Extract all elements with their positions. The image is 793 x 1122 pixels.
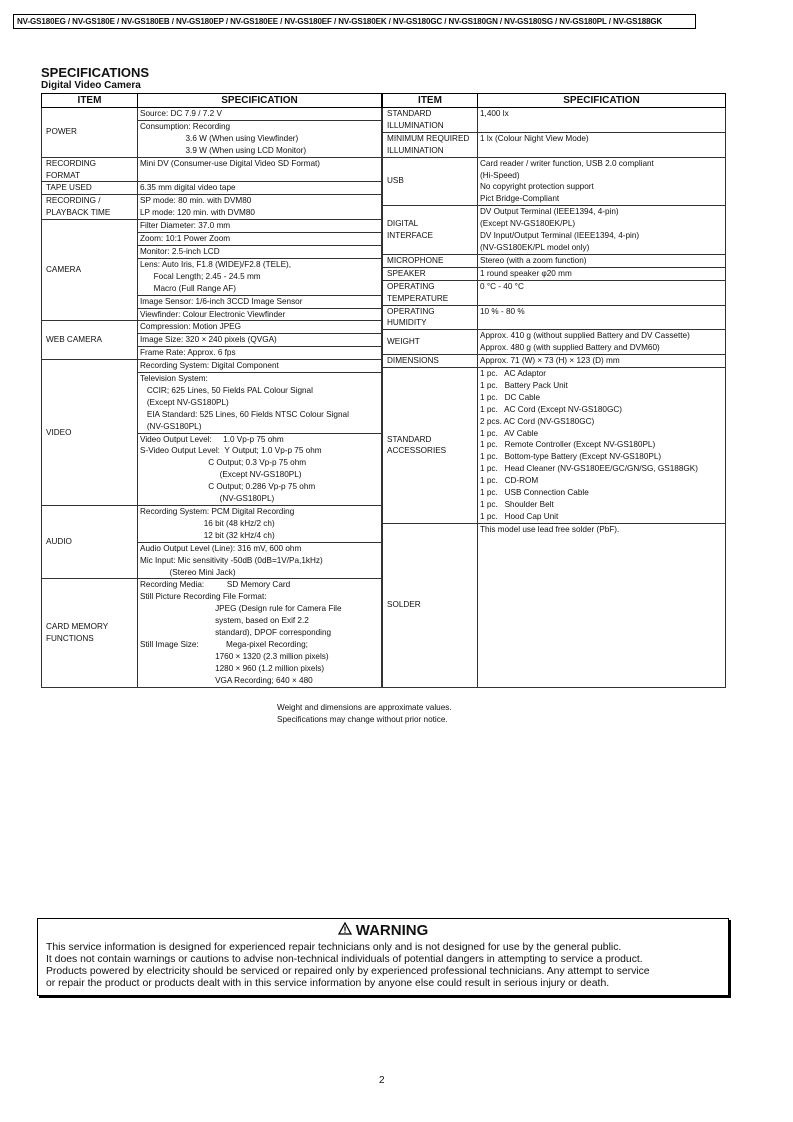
spec-table xyxy=(41,93,726,695)
spec-table-left xyxy=(41,93,382,695)
spec-line: Mic Input: Mic sensitivity -50dB (0dB=1V/Pa,1kHz) xyxy=(140,555,323,565)
spec-line: Stereo (with a zoom function) xyxy=(480,255,587,265)
item-label-line: FUNCTIONS xyxy=(46,634,94,644)
spec-line: 1 pc. AC Adaptor xyxy=(480,369,546,379)
spec-cell xyxy=(478,280,726,305)
table-row xyxy=(383,355,726,368)
item-label-line: OPERATING xyxy=(387,306,435,316)
item-label-line: POWER xyxy=(46,127,77,137)
table-row xyxy=(42,579,382,687)
spec-line: (Except NV-GS180EK/PL) xyxy=(480,219,576,229)
spec-line: C Output; 0.3 Vp-p 75 ohm xyxy=(140,458,307,468)
item-label-line: WEB CAMERA xyxy=(46,335,102,345)
spec-cell xyxy=(478,523,726,687)
spec-cell xyxy=(138,373,382,434)
spec-line: DV Input/Output Terminal (IEEE1394, 4-pin) xyxy=(480,231,640,241)
spec-line: No copyright protection support xyxy=(480,182,594,192)
spec-cell xyxy=(138,295,382,308)
spec-line: Filter Diameter: 37.0 mm xyxy=(140,221,231,231)
item-label-line: MICROPHONE xyxy=(387,255,444,265)
warning-text xyxy=(38,940,728,990)
spec-line: Macro (Full Range AF) xyxy=(140,283,237,293)
spec-line: Still Picture Recording File Format: xyxy=(140,592,267,602)
model-header: NV-GS180EG / NV-GS180E / NV-GS180EB / NV-GS180EP / NV-GS180EE / NV-GS180EF / NV-GS180EK / NV-GS180GC / NV-GS180GN / NV-GS180SG / NV-GS180PL / NV-GS188GK xyxy=(13,14,696,29)
warning-line: Products powered by electricity should be serviced or repaired only by experienced professional technicians. Any attempt to service xyxy=(46,966,650,977)
spec-cell xyxy=(478,157,726,206)
item-label xyxy=(383,108,478,133)
spec-line: 12 bit (32 kHz/4 ch) xyxy=(140,530,275,540)
spec-cell xyxy=(138,258,382,295)
spec-cell xyxy=(478,305,726,330)
spec-line: 1280 × 960 (1.2 million pixels) xyxy=(140,663,325,673)
spec-cell xyxy=(138,233,382,246)
item-label-line: CAMERA xyxy=(46,265,82,275)
footnote: Specifications may change without prior notice. xyxy=(277,715,448,724)
table-row xyxy=(383,108,726,133)
spec-line: system, based on Exif 2.2 xyxy=(140,616,309,626)
warning-box xyxy=(37,918,729,996)
spec-cell xyxy=(138,360,382,373)
item-label xyxy=(42,157,138,182)
item-label-line: HUMIDITY xyxy=(387,318,427,328)
item-label-line: DIMENSIONS xyxy=(387,356,439,366)
spec-table-right xyxy=(382,93,726,695)
spec-line: Card reader / writer function, USB 2.0 compliant xyxy=(480,158,654,168)
spec-line: 1 pc. Bottom-type Battery (Except NV-GS180PL) xyxy=(480,452,662,462)
item-label xyxy=(383,280,478,305)
spec-cell xyxy=(138,321,382,334)
spec-line: This model use lead free solder (PbF). xyxy=(480,524,620,534)
warning-line: or repair the product or products dealt with in this service information by anyone else could result in serious injury or death. xyxy=(46,978,610,989)
item-label-line: INTERFACE xyxy=(387,231,433,241)
page-number: 2 xyxy=(379,1075,385,1086)
item-label xyxy=(383,305,478,330)
item-label xyxy=(42,182,138,195)
spec-line: EIA Standard: 525 Lines, 60 Fields NTSC Colour Signal xyxy=(140,409,349,419)
spec-line: Lens: Auto Iris, F1.8 (WIDE)/F2.8 (TELE), xyxy=(140,259,292,269)
spec-line: Zoom: 10:1 Power Zoom xyxy=(140,234,231,244)
spec-cell xyxy=(138,108,382,121)
item-label xyxy=(42,195,138,220)
warning-line: This service information is designed for experienced repair technicians only and is not designed for use by the general public. xyxy=(46,942,622,953)
spec-cell xyxy=(138,506,382,543)
spec-line: Frame Rate: Approx. 6 fps xyxy=(140,348,236,358)
spec-line: C Output; 0.286 Vp-p 75 ohm xyxy=(140,482,316,492)
item-label xyxy=(383,254,478,267)
spec-line: 1760 × 1320 (2.3 million pixels) xyxy=(140,651,329,661)
spec-table-left-grid xyxy=(41,93,382,688)
spec-line: 1 pc. AC Cord (Except NV-GS180GC) xyxy=(480,404,622,414)
table-row xyxy=(42,220,382,233)
spec-line: 1 pc. Head Cleaner (NV-GS180EE/GC/GN/SG, GS188GK) xyxy=(480,464,698,474)
table-row xyxy=(42,195,382,220)
column-header-spec: SPECIFICATION xyxy=(478,94,726,108)
spec-cell xyxy=(138,308,382,321)
item-label-line: RECORDING xyxy=(46,158,97,168)
item-label-line: OPERATING xyxy=(387,281,435,291)
spec-line: Video Output Level: 1.0 Vp-p 75 ohm xyxy=(140,434,284,444)
spec-line: Recording Media: SD Memory Card xyxy=(140,580,291,590)
spec-line: 1 pc. Hood Cap Unit xyxy=(480,511,559,521)
table-row xyxy=(383,280,726,305)
spec-line: Focal Length; 2.45 - 24.5 mm xyxy=(140,271,261,281)
table-row xyxy=(42,182,382,195)
spec-cell xyxy=(138,579,382,687)
warning-triangle-icon xyxy=(338,921,352,939)
spec-line: 1 pc. USB Connection Cable xyxy=(480,488,589,498)
spec-line: 10 % - 80 % xyxy=(480,306,525,316)
warning-heading xyxy=(38,921,728,940)
spec-line: Image Sensor: 1/6-inch 3CCD Image Sensor xyxy=(140,296,303,306)
spec-line: 1,400 lx xyxy=(480,109,509,118)
spec-line: (Stereo Mini Jack) xyxy=(140,567,236,577)
item-label-line: VIDEO xyxy=(46,427,72,437)
table-row xyxy=(42,506,382,543)
spec-line: DV Output Terminal (IEEE1394, 4-pin) xyxy=(480,207,619,217)
item-label-line: FORMAT xyxy=(46,170,80,180)
item-label xyxy=(42,506,138,579)
spec-cell xyxy=(478,132,726,157)
table-row xyxy=(383,523,726,687)
warning-title: WARNING xyxy=(355,922,429,939)
spec-line: 1 pc. Shoulder Belt xyxy=(480,500,554,509)
spec-line: (NV-GS180PL) xyxy=(140,421,202,431)
spec-line: 1 pc. AV Cable xyxy=(480,428,539,438)
table-row xyxy=(42,321,382,334)
item-label-line: SPEAKER xyxy=(387,268,426,278)
item-label-line: PLAYBACK TIME xyxy=(46,208,111,218)
spec-line: 0 °C - 40 °C xyxy=(480,281,524,291)
item-label-line: ILLUMINATION xyxy=(387,145,444,155)
table-row xyxy=(383,132,726,157)
spec-line: (Hi-Speed) xyxy=(480,170,520,180)
spec-cell xyxy=(138,347,382,360)
item-label-line: DIGITAL xyxy=(387,219,419,229)
spec-line: (Except NV-GS180PL) xyxy=(140,470,302,480)
item-label-line: USB xyxy=(387,176,404,186)
item-label-line: TEMPERATURE xyxy=(387,293,449,303)
spec-line: VGA Recording; 640 × 480 xyxy=(140,675,313,685)
spec-cell xyxy=(478,254,726,267)
item-label-line: STANDARD xyxy=(387,434,432,444)
spec-cell xyxy=(138,120,382,157)
spec-line: 1 pc. CD-ROM xyxy=(480,476,539,486)
item-label xyxy=(42,360,138,506)
table-row xyxy=(383,368,726,524)
spec-cell xyxy=(138,157,382,182)
spec-line: standard), DPOF corresponding xyxy=(140,628,332,638)
spec-cell xyxy=(478,330,726,355)
item-label xyxy=(42,579,138,687)
column-header-item: ITEM xyxy=(42,94,138,108)
spec-line: (Except NV-GS180PL) xyxy=(140,397,229,407)
spec-table-right-grid xyxy=(382,93,726,688)
footnote: Weight and dimensions are approximate values. xyxy=(277,703,452,712)
spec-line: Recording System: Digital Component xyxy=(140,361,279,371)
table-row xyxy=(42,108,382,121)
spec-line: Monitor: 2.5-inch LCD xyxy=(140,246,220,256)
item-label xyxy=(383,523,478,687)
page-title: SPECIFICATIONS xyxy=(41,65,150,80)
footnotes xyxy=(277,702,452,726)
spec-line: Still Image Size: Mega-pixel Recording; xyxy=(140,639,308,649)
spec-cell xyxy=(138,245,382,258)
item-label xyxy=(383,132,478,157)
item-label-line: RECORDING / xyxy=(46,196,101,206)
item-label xyxy=(383,157,478,206)
table-row xyxy=(42,157,382,182)
table-row xyxy=(383,206,726,255)
spec-line: Viewfinder: Colour Electronic Viewfinder xyxy=(140,309,286,319)
item-label xyxy=(42,108,138,158)
item-label-line: AUDIO xyxy=(46,537,72,547)
spec-line: Compression: Motion JPEG xyxy=(140,322,242,332)
spec-line: Mini DV (Consumer-use Digital Video SD Format) xyxy=(140,158,321,168)
spec-cell xyxy=(478,368,726,524)
spec-cell xyxy=(138,220,382,233)
item-label-line: WEIGHT xyxy=(387,337,420,347)
item-label-line: TAPE USED xyxy=(46,183,92,193)
spec-line: Approx. 480 g (with supplied Battery and DVM60) xyxy=(480,343,660,353)
spec-cell xyxy=(478,206,726,255)
spec-line: 1 round speaker φ20 mm xyxy=(480,268,572,278)
spec-line: 2 pcs. AC Cord (NV-GS180GC) xyxy=(480,416,595,426)
item-label xyxy=(383,355,478,368)
column-header-item: ITEM xyxy=(383,94,478,108)
item-label-line: ILLUMINATION xyxy=(387,120,444,130)
item-label-line: MINIMUM REQUIRED xyxy=(387,133,470,143)
spec-line: Source: DC 7.9 / 7.2 V xyxy=(140,109,222,118)
spec-line: Approx. 71 (W) × 73 (H) × 123 (D) mm xyxy=(480,356,620,366)
item-label-line: CARD MEMORY xyxy=(46,622,109,632)
item-label xyxy=(42,220,138,321)
spec-cell xyxy=(138,195,382,220)
spec-line: 16 bit (48 kHz/2 ch) xyxy=(140,518,275,528)
item-label xyxy=(383,267,478,280)
spec-line: Television System: xyxy=(140,374,208,384)
spec-line: Image Size: 320 × 240 pixels (QVGA) xyxy=(140,335,277,345)
table-row xyxy=(42,360,382,373)
table-row xyxy=(383,157,726,206)
spec-cell xyxy=(478,267,726,280)
spec-line: SP mode: 80 min. with DVM80 xyxy=(140,196,252,206)
item-label xyxy=(383,368,478,524)
spec-line: Consumption: Recording xyxy=(140,121,231,131)
item-label-line: STANDARD xyxy=(387,109,432,118)
spec-cell xyxy=(138,334,382,347)
spec-line: (NV-GS180EK/PL model only) xyxy=(480,242,590,252)
spec-line: 1 pc. Remote Controller (Except NV-GS180PL) xyxy=(480,440,656,450)
column-header-spec: SPECIFICATION xyxy=(138,94,382,108)
spec-line: Recording System: PCM Digital Recording xyxy=(140,507,295,516)
spec-line: S-Video Output Level: Y Output; 1.0 Vp-p 75 ohm xyxy=(140,446,322,456)
spec-line: 1 pc. DC Cable xyxy=(480,392,541,402)
spec-line: LP mode: 120 min. with DVM80 xyxy=(140,208,255,218)
spec-line: 1 pc. Battery Pack Unit xyxy=(480,380,568,390)
spec-line: (NV-GS180PL) xyxy=(140,494,275,504)
table-row xyxy=(383,267,726,280)
table-row xyxy=(383,254,726,267)
spec-cell xyxy=(138,542,382,579)
item-label-line: SOLDER xyxy=(387,600,421,610)
spec-cell xyxy=(138,182,382,195)
spec-line: CCIR; 625 Lines, 50 Fields PAL Colour Signal xyxy=(140,385,313,395)
spec-line: Approx. 410 g (without supplied Battery and DV Cassette) xyxy=(480,331,690,341)
item-label xyxy=(383,206,478,255)
spec-line: 3.9 W (When using LCD Monitor) xyxy=(140,145,307,155)
spec-line: Audio Output Level (Line): 316 mV, 600 ohm xyxy=(140,543,302,553)
table-row xyxy=(383,330,726,355)
spec-line: 6.35 mm digital video tape xyxy=(140,183,236,193)
spec-line: 3.6 W (When using Viewfinder) xyxy=(140,133,299,143)
spec-cell xyxy=(478,108,726,133)
warning-line: It does not contain warnings or cautions to advise non-technical individuals of potential dangers in attempting to service a product. xyxy=(46,954,643,965)
spec-cell xyxy=(478,355,726,368)
page-subtitle: Digital Video Camera xyxy=(41,80,141,91)
spec-line: JPEG (Design rule for Camera File xyxy=(140,604,342,614)
spec-cell xyxy=(138,433,382,505)
table-row xyxy=(383,305,726,330)
item-label-line: ACCESSORIES xyxy=(387,446,447,456)
spec-line: 1 lx (Colour Night View Mode) xyxy=(480,133,589,143)
item-label xyxy=(383,330,478,355)
item-label xyxy=(42,321,138,360)
spec-line: Pict Bridge-Compliant xyxy=(480,194,560,204)
